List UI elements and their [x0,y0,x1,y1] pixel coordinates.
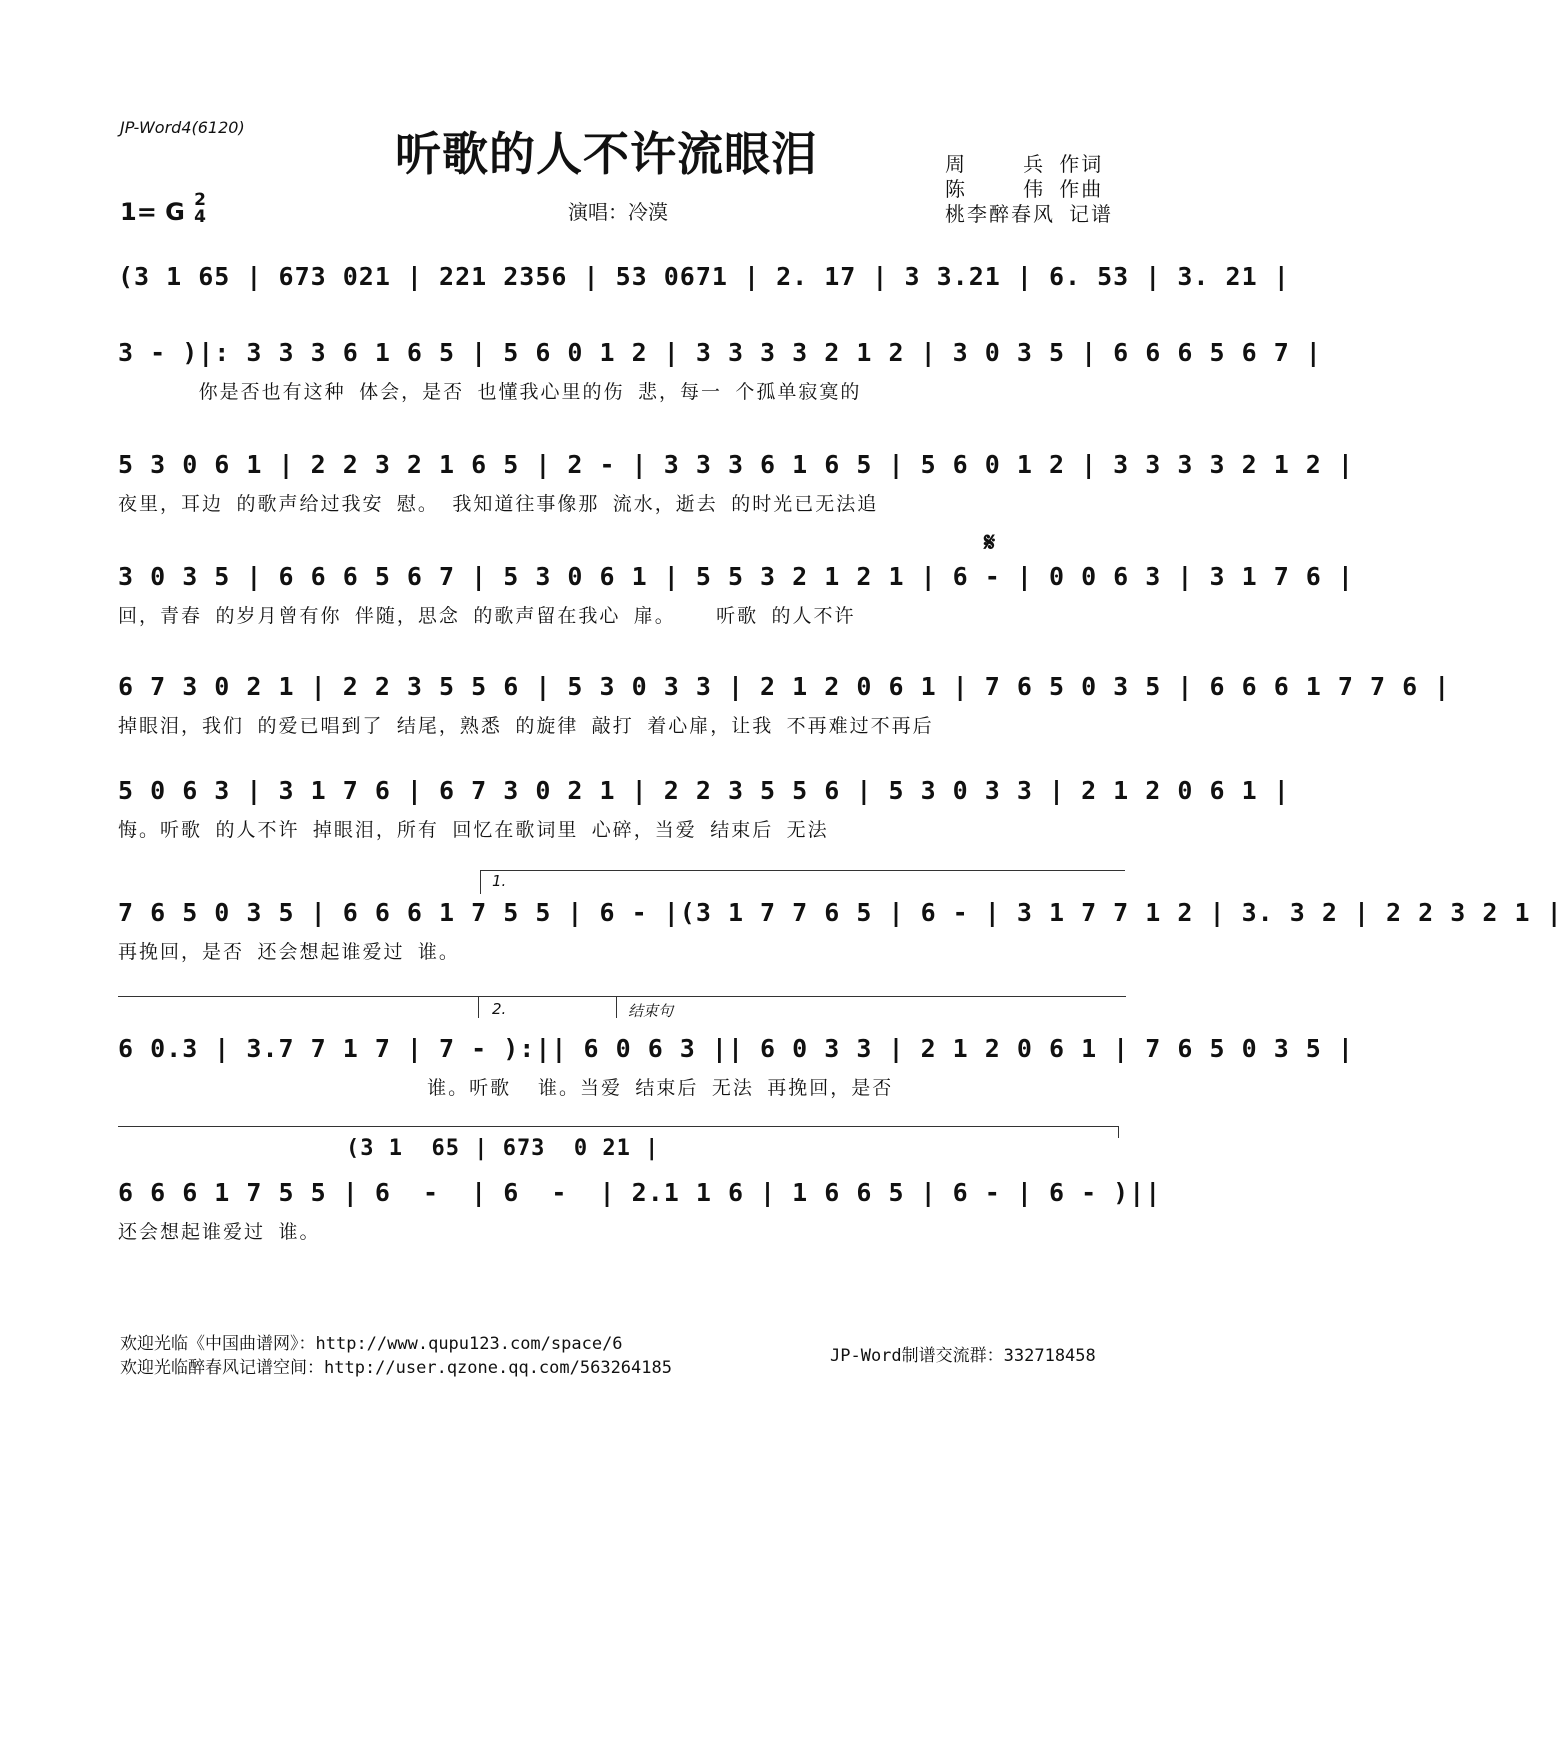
credits [945,152,1113,227]
footer-qupu-link[interactable]: 欢迎光临《中国曲谱网》：http://www.qupu123.com/space/6 [120,1334,623,1354]
footer-qzone-link[interactable]: 欢迎光临醉春风记谱空间：http://user.qzone.qq.com/563264185 [120,1358,672,1378]
staff-line-8 [118,1034,1354,1100]
lyrics-row: 再挽回，是否 还会想起谁爱过 谁。 [118,941,460,963]
staff-line-5 [118,672,1451,738]
time-signature-top: 2 [194,190,206,210]
notes-row: 5 0 6 3 | 3 1 7 6 | 6 7 3 0 2 1 | 2 2 3 5 5 6 | 5 3 0 3 3 | 2 1 2 0 6 1 | [118,776,1290,805]
ending-phrase-bracket [616,996,1126,997]
singer-label: 演唱：冷漠 [568,200,668,224]
lyrics-row: 回，青春 的岁月曾有你 伴随，思念 的歌声留在我心 扉。 听歌 的人不许 [118,605,856,627]
song-title: 听歌的人不许流眼泪 [395,127,818,181]
lyrics-row: 夜里，耳边 的歌声给过我安 慰。 我知道往事像那 流水，逝去 的时光已无法追 [118,493,879,515]
notes-row: 3 0 3 5 | 6 6 6 5 6 7 | 5 3 0 6 1 | 5 5 3 2 1 2 1 | 6 - | 0 0 6 3 | 3 1 7 6 | [118,562,1354,591]
staff-line-1 [118,262,1290,301]
first-ending-bracket-tick [480,870,481,894]
footer-group-info: JP-Word制谱交流群：332718458 [830,1346,1096,1366]
second-ending-bracket-tick [478,996,479,1018]
lyrics-row: 你是否也有这种 体会，是否 也懂我心里的伤 悲，每一 个孤单寂寞的 [118,381,862,403]
footer-links [120,1332,672,1380]
transcriber-credit: 桃李醉春风 记谱 [945,202,1114,226]
notes-row: 6 6 6 1 7 5 5 | 6 - | 6 - | 2.1 1 6 | 1 6 6 5 | 6 - | 6 - )|| [118,1178,1162,1207]
ending-phrase-label: 结束句 [628,1002,674,1020]
notes-row: 7 6 5 0 3 5 | 6 6 6 1 7 5 5 | 6 - |(3 1 7 7 6 5 | 6 - | 3 1 7 7 1 2 | 3. 3 2 | 2 2 3 2 1 | [118,898,1563,927]
segno-sign: 𝄋 [984,528,996,558]
staff-line-2 [118,338,1322,404]
staff-line-9 [118,1178,1162,1244]
coda-bracket-tick [1118,1126,1119,1138]
lyrics-row: 还会想起谁爱过 谁。 [118,1221,321,1243]
notes-row: 6 7 3 0 2 1 | 2 2 3 5 5 6 | 5 3 0 3 3 | 2 1 2 0 6 1 | 7 6 5 0 3 5 | 6 6 6 1 7 7 6 | [118,672,1451,701]
software-label: JP-Word4(6120) [120,118,245,137]
time-signature-bottom: 4 [194,207,206,227]
staff-line-3 [118,450,1354,516]
second-ending-bracket [478,996,616,997]
lyrics-row: 悔。听歌 的人不许 掉眼泪，所有 回忆在歌词里 心碎，当爱 结束后 无法 [118,819,829,841]
staff-line-6 [118,776,1290,842]
staff-line-4 [118,562,1354,628]
key-signature: 1= G [120,198,185,226]
lyrics-row: 掉眼泪，我们 的爱已唱到了 结尾，熟悉 的旋律 敲打 着心扉，让我 不再难过不再后 [118,715,934,737]
ending-phrase-bracket-tick [616,996,617,1018]
second-ending-label: 2. [492,1000,507,1018]
notes-row: 6 0.3 | 3.7 7 1 7 | 7 - ):|| 6 0 6 3 || 6 0 3 3 | 2 1 2 0 6 1 | 7 6 5 0 3 5 | [118,1034,1354,1063]
composer-credit: 陈 伟 作曲 [945,177,1104,201]
notes-row: 5 3 0 6 1 | 2 2 3 2 1 6 5 | 2 - | 3 3 3 6 1 6 5 | 5 6 0 1 2 | 3 3 3 3 2 1 2 | [118,450,1354,479]
notes-row: (3 1 65 | 673 021 | 221 2356 | 53 0671 | 2. 17 | 3 3.21 | 6. 53 | 3. 21 | [118,262,1290,291]
time-signature [192,192,208,226]
coda-bracket [118,1126,1118,1127]
first-ending-bracket-continued [118,996,478,997]
first-ending-label: 1. [492,872,507,890]
lyricist-credit: 周 兵 作词 [945,152,1104,176]
upper-accompaniment-line: (3 1 65 | 673 0 21 | [346,1136,660,1161]
staff-line-7 [118,898,1563,964]
notes-row: 3 - )|: 3 3 3 6 1 6 5 | 5 6 0 1 2 | 3 3 3 3 2 1 2 | 3 0 3 5 | 6 6 6 5 6 7 | [118,338,1322,367]
first-ending-bracket [480,870,1125,871]
lyrics-row: 谁。听歌 谁。当爱 结束后 无法 再挽回，是否 [118,1077,894,1099]
